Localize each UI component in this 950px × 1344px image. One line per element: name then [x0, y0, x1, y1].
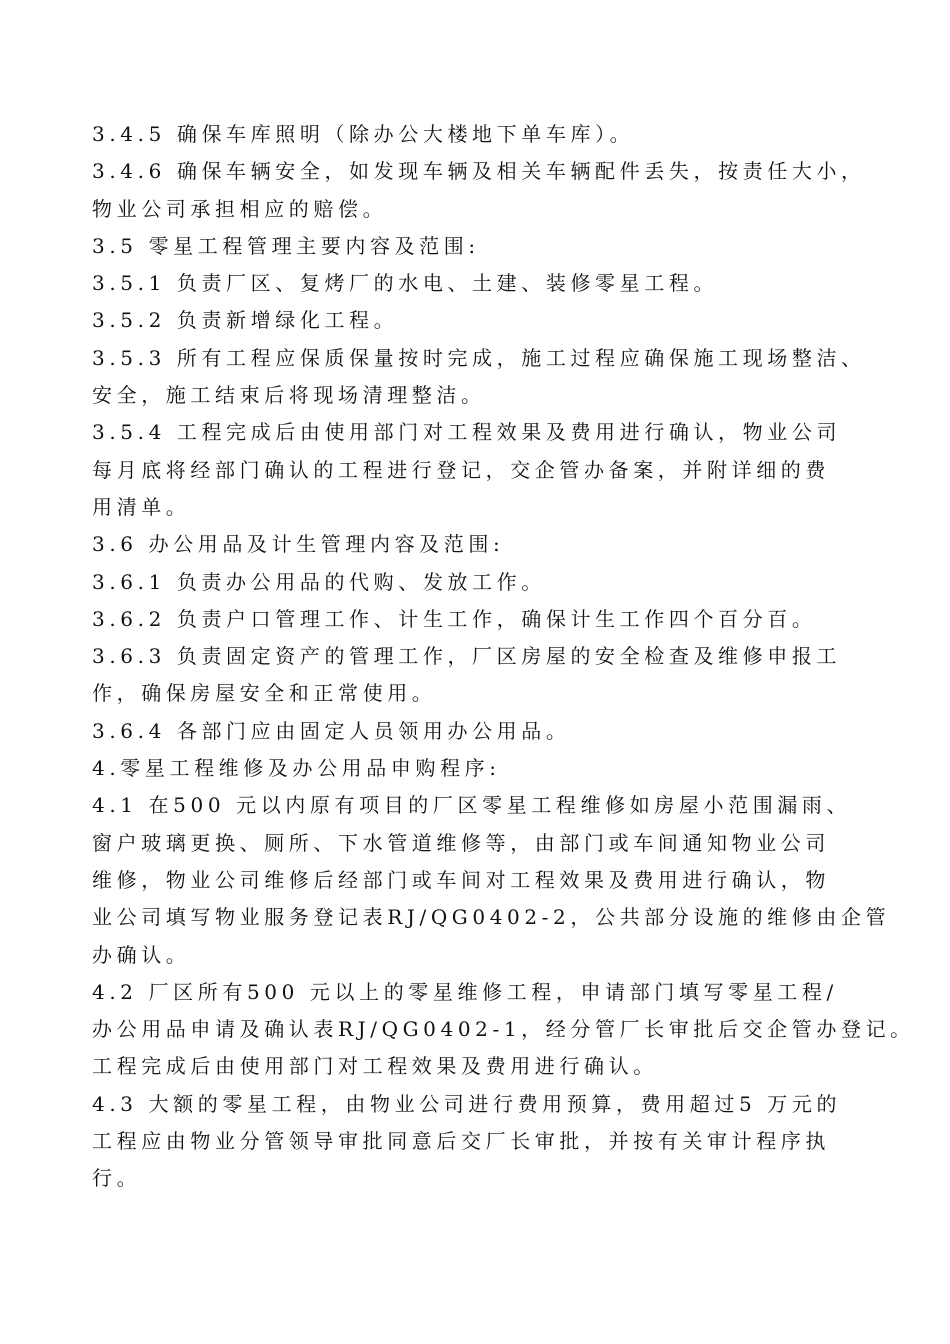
text-line: 安全，施工结束后将现场清理整洁。	[92, 383, 486, 408]
text-line: 3.5.2 负责新增绿化工程。	[92, 308, 399, 333]
text-line: 3.4.6 确保车辆安全，如发现车辆及相关车辆配件丢失，按责任大小，	[92, 159, 866, 184]
text-line: 工程完成后由使用部门对工程效果及费用进行确认。	[92, 1054, 658, 1079]
text-line: 3.6.3 负责固定资产的管理工作，厂区房屋的安全检查及维修申报工	[92, 644, 842, 669]
text-line: 窗户玻璃更换、厕所、下水管道维修等，由部门或车间通知物业公司	[92, 830, 830, 855]
text-line: 用清单。	[92, 494, 191, 519]
text-line: 每月底将经部门确认的工程进行登记，交企管办备案，并附详细的费	[92, 457, 830, 482]
text-line: 3.4.5 确保车库照明（除办公大楼地下单车库）。	[92, 122, 635, 146]
text-line: 3.5.4 工程完成后由使用部门对工程效果及费用进行确认，物业公司	[92, 420, 842, 445]
text-line: 3.5.3 所有工程应保质保量按时完成，施工过程应确保施工现场整洁、	[92, 345, 866, 370]
text-line: 办确认。	[92, 942, 191, 967]
section-heading: 4.零星工程维修及办公用品申购程序:	[92, 756, 501, 781]
text-line: 3.6.1 负责办公用品的代购、发放工作。	[92, 569, 546, 594]
text-line: 行。	[92, 1166, 142, 1191]
text-line: 作，确保房屋安全和正常使用。	[92, 681, 437, 706]
text-line: 工程应由物业分管领导审批同意后交厂长审批，并按有关审计程序执	[92, 1129, 830, 1154]
text-line: 维修，物业公司维修后经部门或车间对工程效果及费用进行确认，物	[92, 867, 830, 892]
text-line: 3.5.1 负责厂区、复烤厂的水电、土建、装修零星工程。	[92, 271, 719, 296]
text-line: 3.6.4 各部门应由固定人员领用办公用品。	[92, 718, 571, 743]
section-heading: 3.5 零星工程管理主要内容及范围:	[92, 233, 480, 258]
text-line: 业公司填写物业服务登记表RJ/QG0402-2，公共部分设施的维修由企管	[92, 905, 891, 930]
text-line: 4.3 大额的零星工程，由物业公司进行费用预算，费用超过5 万元的	[92, 1091, 842, 1116]
text-line: 4.2 厂区所有500 元以上的零星维修工程，申请部门填写零星工程/	[92, 979, 838, 1004]
text-line: 办公用品申请及确认表RJ/QG0402-1，经分管厂长审批后交企管办登记。	[92, 1017, 915, 1042]
text-line: 4.1 在500 元以内原有项目的厂区零星工程维修如房屋小范围漏雨、	[92, 793, 852, 818]
text-line: 3.6.2 负责户口管理工作、计生工作，确保计生工作四个百分百。	[92, 606, 817, 631]
text-line: 物业公司承担相应的赔偿。	[92, 196, 388, 221]
document-body	[92, 116, 915, 1198]
section-heading: 3.6 办公用品及计生管理内容及范围:	[92, 532, 505, 557]
